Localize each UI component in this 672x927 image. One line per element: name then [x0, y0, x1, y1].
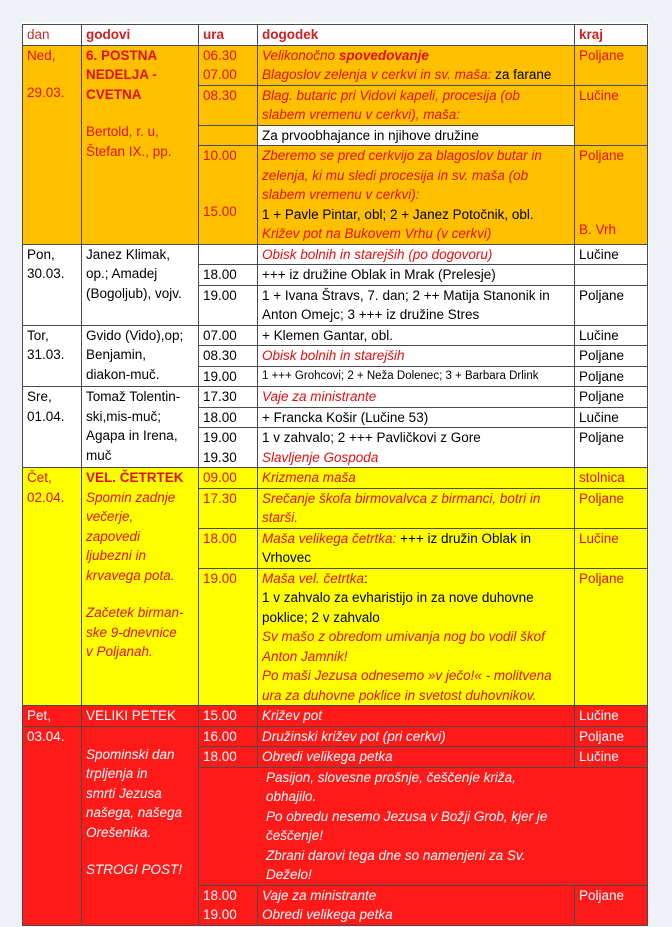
time-cell: 15.00 — [199, 706, 258, 727]
event-text: Velikonočno — [262, 47, 339, 63]
saint-name: Bertold, r. u, — [86, 124, 159, 139]
event-text: Križev pot na Bukovem Vrhu (v cerkvi) — [262, 226, 492, 241]
saint-name: Začetek birman- — [86, 605, 184, 620]
sunday-row-1 — [23, 45, 648, 85]
day-name: Čet, — [27, 470, 52, 485]
event-text: Anton Jamnik! — [262, 648, 348, 664]
date: 02.04. — [27, 489, 65, 505]
saint-name: Spomin zadnje — [86, 489, 176, 505]
event-text: Zberemo se pred cerkvijo za blagoslov butar in — [262, 148, 542, 163]
time-cell — [199, 428, 258, 468]
friday-row-1 — [23, 706, 648, 727]
event-text: obhajilo. — [266, 789, 317, 804]
event-text: Anton Omejc; 3 +++ iz družine Stres — [262, 307, 480, 322]
time-cell — [199, 146, 258, 245]
event-text: Blagoslov zelenja v cerkvi in sv. maša: — [262, 67, 492, 82]
event-cell: Obisk bolnih in starejših (po dogovoru) — [258, 244, 575, 265]
event-cell — [258, 568, 575, 706]
saint-name: STROGI POST! — [86, 862, 183, 877]
tuesday-row-1 — [23, 325, 648, 346]
event-cell: Družinski križev pot (pri cerkvi) — [258, 726, 575, 747]
time-cell: 18.00 — [199, 407, 258, 428]
event-text: +++ iz družin Oblak in — [396, 530, 532, 546]
event-text: Srečanje škofa birmovalvca z birmanci, botri in — [262, 490, 541, 506]
event-text: Po obredu nesemo Jezusa v Božji Grob, kjer je — [266, 808, 548, 824]
saint-name: Agapa in Irena, — [86, 428, 178, 443]
saint-name: Benjamin, — [86, 347, 147, 362]
time-cell: 08.30 — [199, 346, 258, 367]
saint-name: Orešenika. — [86, 824, 152, 840]
wednesday-day-cell — [23, 387, 82, 468]
friday-row-2 — [23, 726, 648, 747]
day-name: Ned, — [27, 47, 56, 63]
event-cell — [258, 45, 575, 85]
monday-row-1 — [23, 244, 648, 265]
event-text: češčenje! — [266, 828, 324, 843]
event-cell — [258, 885, 575, 925]
feast-name: CVETNA — [86, 86, 142, 102]
saint-name: diakon-muč. — [86, 366, 160, 382]
event-cell — [258, 428, 575, 468]
time-cell — [199, 45, 258, 85]
event-cell: + Francka Košir (Lučine 53) — [258, 407, 575, 428]
event-text: 1 v zahvalo za evharistijo in za nove duhovne — [262, 590, 534, 605]
place-cell — [575, 265, 648, 286]
time-cell — [199, 244, 258, 265]
event-text: Vrhovec — [262, 550, 312, 565]
date: 30.03. — [27, 266, 65, 281]
event-cell — [258, 488, 575, 528]
time: 10.00 — [203, 148, 237, 163]
event-text: ura za duhovne poklice in svetost duhovnikov. — [262, 687, 537, 703]
event-text: Obredi velikega petka — [262, 907, 393, 922]
event-text: spovedovanje — [338, 47, 429, 63]
event-text: 1 + Pavle Pintar, obl; 2 + Janez Potočnik, obl. — [262, 206, 534, 222]
friday-day-name-cell: Pet, — [23, 706, 82, 727]
event-text: slabem vremenu v cerkvi): — [262, 187, 420, 202]
date: 01.04. — [27, 408, 65, 424]
time: 19.00 — [203, 430, 237, 445]
tuesday-saints-cell — [82, 325, 199, 387]
place: B. Vrh — [579, 221, 617, 237]
header-place: kraj — [575, 25, 648, 46]
time-cell: 16.00 — [199, 726, 258, 747]
place-cell: Poljane — [575, 45, 648, 85]
saint-name: Janez Klimak, — [86, 246, 171, 262]
wednesday-saints-cell — [82, 387, 199, 468]
saint-name: našega, našega — [86, 805, 183, 820]
saint-name: trpljenja in — [86, 766, 148, 781]
saint-name: smrti Jezusa — [86, 785, 162, 801]
saint-name: večerje, — [86, 509, 134, 524]
event-text: Maša vel. četrtka — [262, 570, 365, 586]
event-text: poklice; 2 v zahvalo — [262, 609, 380, 625]
event-text: slabem vremenu v cerkvi), maša: — [262, 107, 461, 122]
saint-name: op.; Amadej — [86, 266, 158, 281]
saint-name: Štefan IX., pp. — [86, 143, 172, 159]
header-row — [23, 25, 648, 46]
saint-name: krvavega pota. — [86, 567, 175, 583]
place-cell: Poljane — [575, 366, 648, 387]
saint-name: (Bogoljub), vojv. — [86, 285, 182, 301]
saint-name: Spominski dan — [86, 746, 175, 762]
saint-name: ske 9-dnevnice — [86, 624, 177, 640]
header-time: ura — [199, 25, 258, 46]
place-cell: Poljane — [575, 285, 648, 325]
date: 31.03. — [27, 347, 65, 362]
thursday-row-1 — [23, 468, 648, 489]
wednesday-row-1 — [23, 387, 648, 408]
place-cell: Poljane — [575, 428, 648, 468]
event-text: Sv mašo z obredom umivanja nog bo vodil škof — [262, 629, 545, 644]
place-cell: Poljane — [575, 346, 648, 367]
event-text: zelenja, ki mu sledi procesija in sv. maša (ob — [262, 167, 529, 183]
saint-name: ski,mis-muč; — [86, 408, 161, 424]
time-cell: 19.00 — [199, 568, 258, 706]
thursday-saints-cell — [82, 468, 199, 706]
time-cell: 18.00 — [199, 265, 258, 286]
place-cell: Lučine — [575, 244, 648, 265]
schedule-table — [22, 24, 648, 926]
time-cell: 19.00 — [199, 285, 258, 325]
saint-name: Gvido (Vido),op; — [86, 327, 184, 343]
time: 19.30 — [203, 449, 237, 465]
saint-name: Tomaž Tolentin- — [86, 389, 181, 404]
time: 06.30 — [203, 47, 237, 63]
feast-name: 6. POSTNA — [86, 47, 158, 63]
event-text: Vaje za ministrante — [262, 887, 377, 903]
time: 15.00 — [203, 203, 237, 219]
place-cell: Lučine — [575, 85, 648, 146]
time-cell — [199, 885, 258, 925]
day-name: Tor, — [27, 327, 49, 343]
time-cell: 17.30 — [199, 488, 258, 528]
event-cell: Vaje za ministrante — [258, 387, 575, 408]
header-event: dogodek — [258, 25, 575, 46]
time-cell — [199, 125, 258, 146]
monday-day-cell — [23, 244, 82, 325]
event-cell: Obredi velikega petka — [258, 747, 575, 768]
day-name: Sre, — [27, 389, 52, 404]
event-cell: Krizmena maša — [258, 468, 575, 489]
time-cell: 18.00 — [199, 747, 258, 768]
place-cell: Lučine — [575, 325, 648, 346]
event-text: Deželo! — [266, 867, 312, 882]
event-cell: + Klemen Gantar, obl. — [258, 325, 575, 346]
event-cell: Obisk bolnih in starejših — [258, 346, 575, 367]
place-cell: Lučine — [575, 407, 648, 428]
event-cell — [199, 767, 648, 885]
friday-feast-cell: VELIKI PETEK — [82, 706, 199, 727]
event-cell: Križev pot — [258, 706, 575, 727]
saint-name: muč — [86, 447, 112, 463]
place-cell: Lučine — [575, 706, 648, 727]
event-cell — [258, 85, 575, 125]
time: 07.00 — [203, 67, 237, 82]
event-text: Blag. butaric pri Vidovi kapeli, procesija (ob — [262, 87, 520, 103]
time-cell: 09.00 — [199, 468, 258, 489]
place-cell: Poljane — [575, 488, 648, 528]
header-day: dan — [23, 25, 82, 46]
saint-name: zapovedi — [86, 528, 141, 544]
place-cell: Poljane — [575, 726, 648, 747]
friday-saints-cell — [82, 726, 199, 925]
event-text: : — [364, 570, 368, 586]
sunday-day-cell — [23, 45, 82, 244]
time-cell: 17.30 — [199, 387, 258, 408]
event-text: Zbrani darovi tega dne so namenjeni za Sv. — [266, 847, 526, 863]
event-cell: 1 +++ Grohcovi; 2 + Neža Dolenec; 3 + Barbara Drlink — [258, 366, 575, 387]
event-text: 1 v zahvalo; 2 +++ Pavličkovi z Gore — [262, 430, 481, 445]
time-cell: 19.00 — [199, 366, 258, 387]
place-cell: Poljane — [575, 387, 648, 408]
saint-name: ljubezni in — [86, 548, 147, 563]
tuesday-day-cell — [23, 325, 82, 387]
event-text: Pasijon, slovesne prošnje, češčenje križa, — [266, 769, 516, 785]
event-text: za farane — [491, 67, 552, 82]
event-cell: Za prvoobhajance in njihove družine — [258, 125, 575, 146]
monday-saints-cell — [82, 244, 199, 325]
place-cell: Lučine — [575, 528, 648, 568]
feast-name: NEDELJA - — [86, 67, 157, 82]
time-cell: 18.00 — [199, 528, 258, 568]
time-cell: 08.30 — [199, 85, 258, 125]
saint-name: v Poljanah. — [86, 644, 153, 659]
time-cell: 07.00 — [199, 325, 258, 346]
place-cell — [575, 146, 648, 245]
time: 18.00 — [203, 887, 237, 903]
event-cell — [258, 146, 575, 245]
friday-date-cell: 03.04. — [23, 726, 82, 925]
event-text: Po maši Jezusa odnesemo »v ječo!« - molitvena — [262, 668, 552, 683]
event-cell: +++ iz družine Oblak in Mrak (Prelesje) — [258, 265, 575, 286]
feast-name: VEL. ČETRTEK — [86, 470, 184, 485]
place: Poljane — [579, 148, 625, 163]
header-saints: godovi — [82, 25, 199, 46]
sunday-saints-cell — [82, 45, 199, 244]
event-text: Slavljenje Gospoda — [262, 449, 379, 465]
place-cell: stolnica — [575, 468, 648, 489]
time: 19.00 — [203, 907, 237, 922]
event-cell — [258, 528, 575, 568]
event-text: Maša velikega četrtka: — [262, 530, 397, 546]
place-cell: Poljane — [575, 885, 648, 925]
event-text: starši. — [262, 510, 299, 525]
thursday-day-cell — [23, 468, 82, 706]
place-cell: Poljane — [575, 568, 648, 706]
event-text: 1 + Ivana Štravs, 7. dan; 2 ++ Matija Stanonik in — [262, 287, 550, 303]
place-cell: Lučine — [575, 747, 648, 768]
event-cell — [258, 285, 575, 325]
day-name: Pon, — [27, 246, 55, 262]
date: 29.03. — [27, 85, 65, 100]
